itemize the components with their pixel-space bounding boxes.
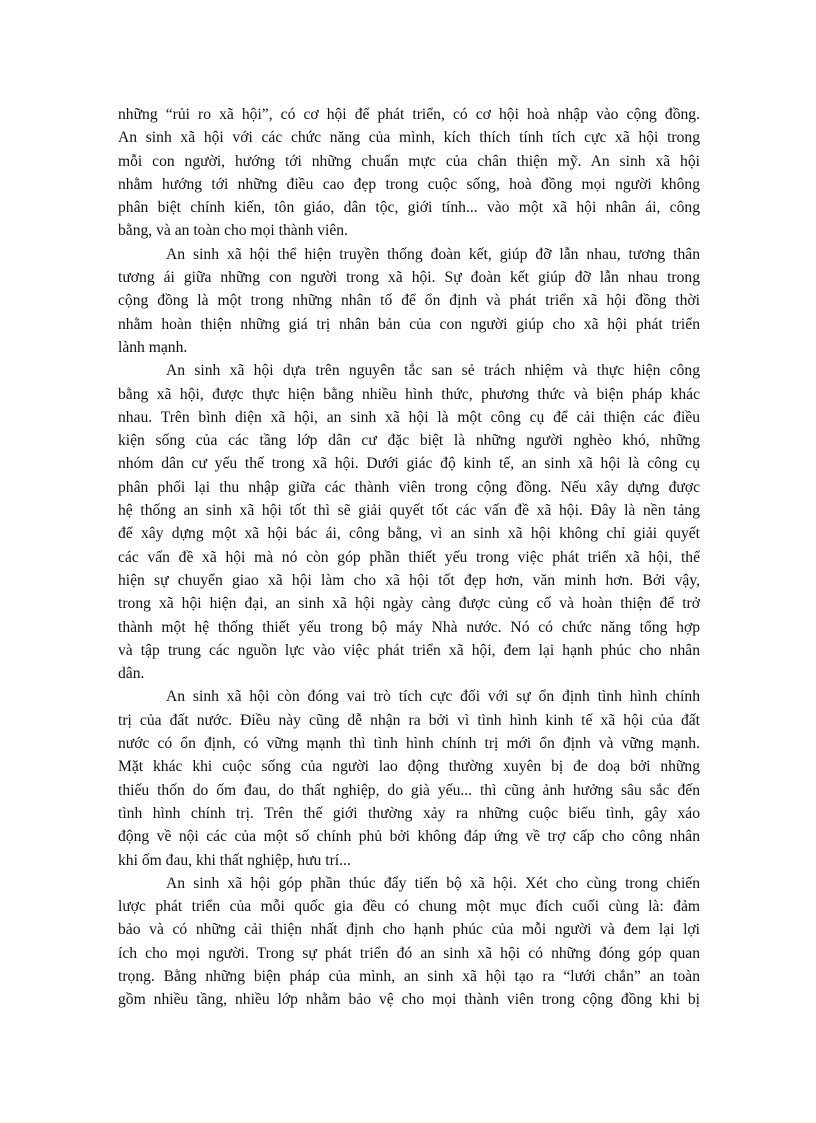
text-line: Mặt khác khi cuộc sống của người lao động thường xuyên bị đe doạ bởi những	[118, 758, 700, 776]
text-line: mỗi con người, hướng tới những chuẩn mực của chân thiện mỹ. An sinh xã hội	[118, 152, 700, 170]
text-line: An sinh xã hội với các chức năng của mình, kích thích tính tích cực xã hội trong	[118, 129, 700, 147]
text-line: An sinh xã hội góp phần thúc đẩy tiến bộ xã hội. Xét cho cùng trong chiến	[166, 874, 700, 892]
text-line: An sinh xã hội còn đóng vai trò tích cực đối với sự ổn định tình hình chính	[166, 688, 700, 706]
text-line: lược phát triển của mỗi quốc gia đều có chung một mục đích cuối cùng là: đảm	[118, 898, 700, 916]
text-line: nước có ổn định, có vững mạnh thì tình hình chính trị mới ổn định và vững mạnh.	[118, 735, 700, 753]
text-line: bằng xã hội, được thực hiện bằng nhiều hình thức, phương thức và biện pháp khác	[118, 385, 700, 403]
paragraph	[118, 243, 700, 359]
text-line: bảo và có những cải thiện nhất định cho hạnh phúc của mỗi người và đem lại lợi	[118, 921, 700, 939]
text-line: tương ái giữa những con người trong xã hội. Sự đoàn kết giúp đỡ lẫn nhau trong	[118, 269, 700, 287]
text-line: khi ốm đau, khi thất nghiệp, hưu trí...	[118, 851, 351, 869]
text-line: cộng đồng là một trong những nhân tố để ổn định và phát triển xã hội đồng thời	[118, 292, 700, 310]
paragraph	[118, 872, 700, 1012]
text-line: phân phối lại thu nhập giữa các thành viên trong cộng đồng. Nếu xây dựng được	[118, 478, 700, 496]
text-line: kiện sống của các tầng lớp dân cư đặc biệt là những người nghèo khó, những	[118, 432, 700, 450]
text-line: hệ thống an sinh xã hội tốt thì sẽ giải quyết tốt các vấn đề xã hội. Đây là nền tảng	[118, 502, 700, 520]
text-line: bằng, và an toàn cho mọi thành viên.	[118, 222, 348, 240]
text-line: nhằm hướng tới những điều cao đẹp trong cuộc sống, hoà đồng mọi người không	[118, 175, 700, 193]
text-line: nhằm hoàn thiện những giá trị nhân bản của con người giúp cho xã hội phát triển	[118, 315, 700, 333]
text-line: trị của đất nước. Điều này cũng dễ nhận ra bởi vì tình hình kinh tế xã hội của đất	[118, 711, 700, 729]
text-line: hiện sự chuyển giao xã hội làm cho xã hội tốt đẹp hơn, văn minh hơn. Bởi vậy,	[118, 571, 700, 589]
text-line: nhau. Trên bình diện xã hội, an sinh xã hội là một công cụ để cải thiện các điều	[118, 408, 700, 426]
text-line: động về nội các của một số chính phủ bởi không đáp ứng về trợ cấp cho công nhân	[118, 828, 700, 846]
text-line: gồm nhiều tầng, nhiều lớp nhằm bảo vệ cho mọi thành viên trong cộng đồng khi bị	[118, 991, 700, 1009]
paragraph	[118, 103, 700, 243]
text-line: những “rủi ro xã hội”, có cơ hội để phát triển, có cơ hội hoà nhập vào cộng đồng.	[118, 106, 700, 123]
text-line: thành một hệ thống thiết yếu trong bộ máy Nhà nước. Nó có chức năng tổng hợp	[118, 618, 700, 636]
paragraph	[118, 359, 700, 685]
text-line: An sinh xã hội dựa trên nguyên tắc san sẻ trách nhiệm và thực hiện công	[166, 362, 700, 380]
text-line: để xây dựng một xã hội bác ái, công bằng, vì an sinh xã hội không chỉ giải quyết	[118, 525, 700, 543]
text-line: các vấn đề xã hội mà nó còn góp phần thiết yếu trong việc phát triển xã hội, thể	[118, 548, 700, 566]
paragraph	[118, 685, 700, 871]
text-line: phân biệt chính kiến, tôn giáo, dân tộc, giới tính... vào một xã hội nhân ái, công	[118, 199, 700, 217]
text-line: và tập trung các nguồn lực vào việc phát triển xã hội, đem lại hạnh phúc cho nhân	[118, 641, 700, 659]
text-line: tình hình chính trị. Trên thế giới thường xảy ra những cuộc biểu tình, gây xáo	[118, 804, 700, 822]
text-line: dân.	[118, 665, 145, 683]
text-line: trọng. Bằng những biện pháp của mình, an sinh xã hội tạo ra “lưới chắn” an toàn	[118, 967, 700, 985]
text-line: thiếu thốn do ốm đau, do thất nghiệp, do già yếu... thì cũng ảnh hưởng sâu sắc đến	[118, 781, 700, 799]
document-page	[118, 103, 700, 1012]
text-line: nhóm dân cư yếu thế trong xã hội. Dưới giác độ kinh tế, an sinh xã hội là công cụ	[118, 455, 700, 473]
text-line: lành mạnh.	[118, 338, 188, 356]
text-line: ích cho mọi người. Trong sự phát triển đó an sinh xã hội có những đóng góp quan	[118, 944, 700, 962]
text-line: trong xã hội hiện đại, an sinh xã hội ngày càng được củng cố và hoàn thiện để trở	[118, 595, 700, 613]
text-line: An sinh xã hội thể hiện truyền thống đoàn kết, giúp đỡ lẫn nhau, tương thân	[166, 245, 700, 263]
